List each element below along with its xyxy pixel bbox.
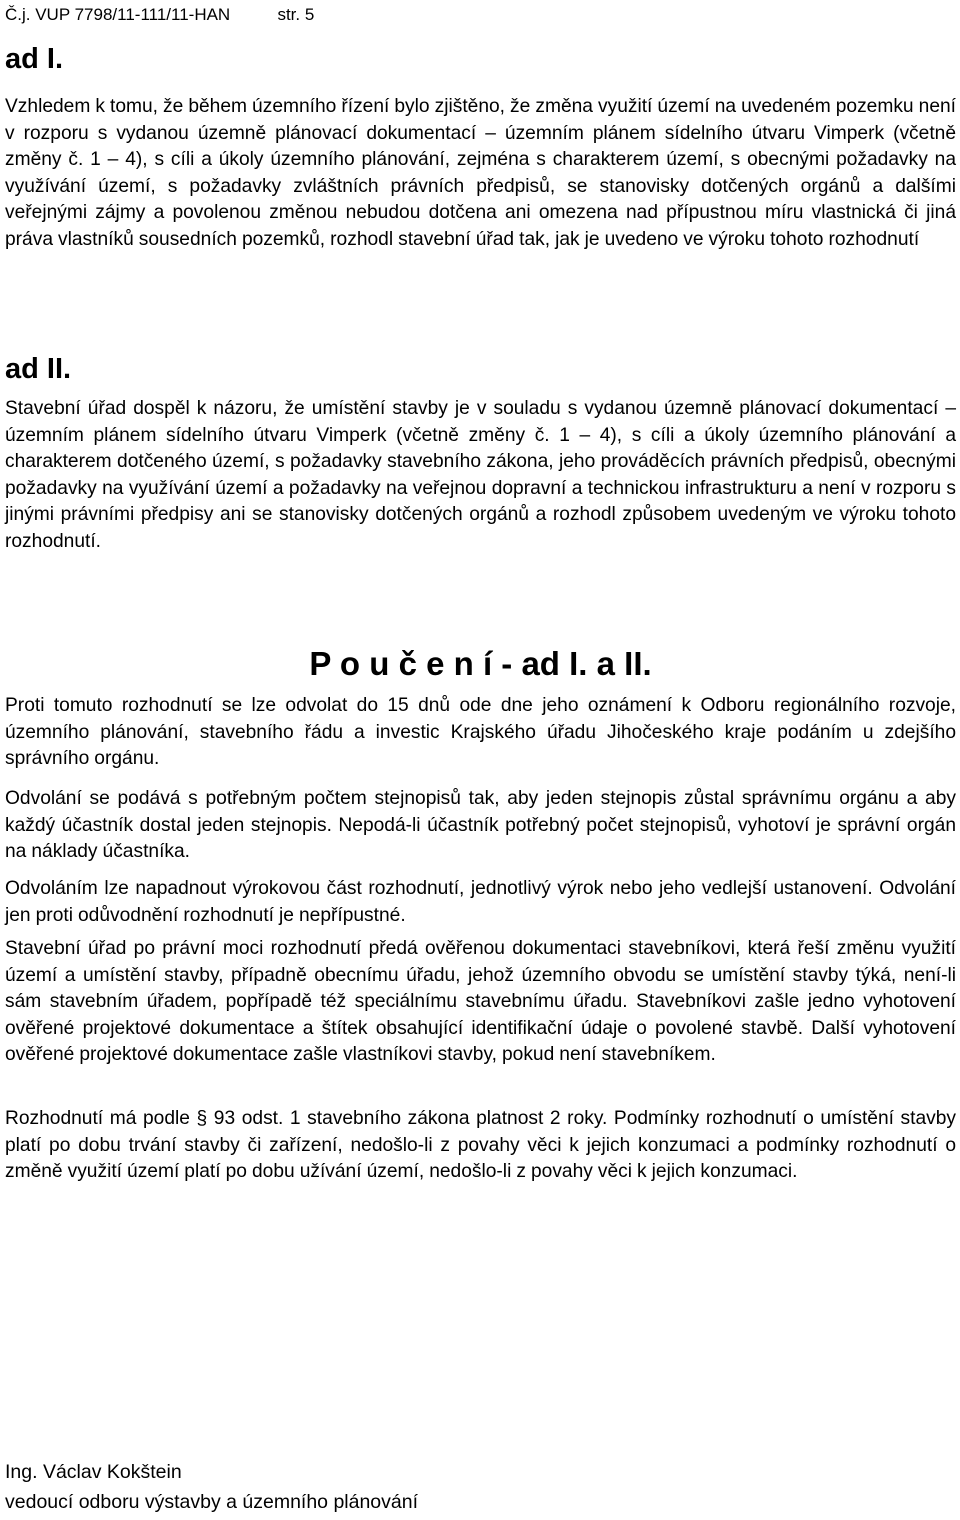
section-text-ad-2: Stavební úřad dospěl k názoru, že umístění stavby je v souladu s vydanou územně plánovací dokumentací – územním plánem sídelního útvaru Vimperk (včetně změny č. 1 – 4), s cíli a úkoly územního plánování a charakterem dotčeného území, s požadavky stavebního zákona, jeho prováděcích právních předpisů, obecnými požadavky na využívání území a požadavky na veřejnou dopravní a technickou infrastrukturu a není v rozporu s jinými právními předpisy ani se stanovisky dotčených orgánů a rozhodl způsobem uvedeným ve výroku tohoto rozhodnutí.: [5, 398, 956, 552]
page-number: str. 5: [277, 5, 315, 24]
page-header: [5, 4, 314, 26]
section-text-ad-1: Vzhledem k tomu, že během územního řízení bylo zjištěno, že změna využití území na uvedeném pozemku není v rozporu s vydanou územně plánovací dokumentací – územním plánem sídelního útvaru Vimperk (včetně změny č. 1 – 4), s cíli a úkoly územního plánování, zejména s charakterem území, s obecnými požadavky na využívání území, s požadavky zvláštních právních předpisů, se stanovisky dotčených orgánů a dalšími veřejnými zájmy a povolenou změnou nebudou dotčena ani omezena nad přípustnou míru vlastnická či jiná práva vlastníků sousedních pozemků, rozhodl stavební úřad tak, jak je uvedeno ve výroku tohoto rozhodnutí: [5, 96, 956, 250]
section-heading-ad-1: ad I.: [5, 43, 64, 75]
poucheni-paragraph: Stavební úřad po právní moci rozhodnutí předá ověřenou dokumentaci stavebníkovi, která řeší změnu využití území a umístění stavby, případně obecnímu úřadu, jehož územního obvodu se umístění stavby týká, není-li sám stavebním úřadem, popřípadě též speciálnímu stavebnímu úřadu. Stavebníkovi zašle jedno vyhotovení ověřené projektové dokumentace a štítek obsahující identifikační údaje o povolené stavbě. Další vyhotovení ověřené projektové dokumentace zašle vlastníkovi stavby, pokud není stavebníkem.: [5, 938, 956, 1066]
poucheni-paragraph: Rozhodnutí má podle § 93 odst. 1 stavebního zákona platnost 2 roky. Podmínky rozhodnutí o umístění stavby platí po dobu trvání stavby či zařízení, nedošlo-li z povahy věci k jejich konzumaci a podmínky rozhodnutí o změně využití území platí po dobu užívání území, nedošlo-li z povahy věci k jejich konzumaci.: [5, 1108, 956, 1183]
signature-name: Ing. Václav Kokštein: [5, 1461, 182, 1483]
reference-number: Č.j. VUP 7798/11-111/11-HAN: [5, 5, 231, 24]
poucheni-paragraph: Odvoláním lze napadnout výrokovou část rozhodnutí, jednotlivý výrok nebo jeho vedlejší ustanovení. Odvolání jen proti odůvodnění rozhodnutí je nepřípustné.: [5, 878, 956, 926]
section-heading-ad-2: ad II.: [5, 353, 72, 385]
poucheni-paragraph: Odvolání se podává s potřebným počtem stejnopisů tak, aby jeden stejnopis zůstal správnímu orgánu a aby každý účastník dostal jeden stejnopis. Nepodá-li účastník potřebný počet stejnopisů, vyhotoví je správní orgán na náklady účastníka.: [5, 788, 956, 863]
signature-role: vedoucí odboru výstavby a územního plánování: [5, 1491, 419, 1513]
poucheni-title: P o u č e n í - ad I. a II.: [309, 645, 652, 682]
poucheni-paragraph: Proti tomuto rozhodnutí se lze odvolat do 15 dnů ode dne jeho oznámení k Odboru regionálního rozvoje, územního plánování, stavebního řádu a investic Krajského úřadu Jihočeského kraje podáním u zdejšího správního orgánu.: [5, 695, 956, 770]
